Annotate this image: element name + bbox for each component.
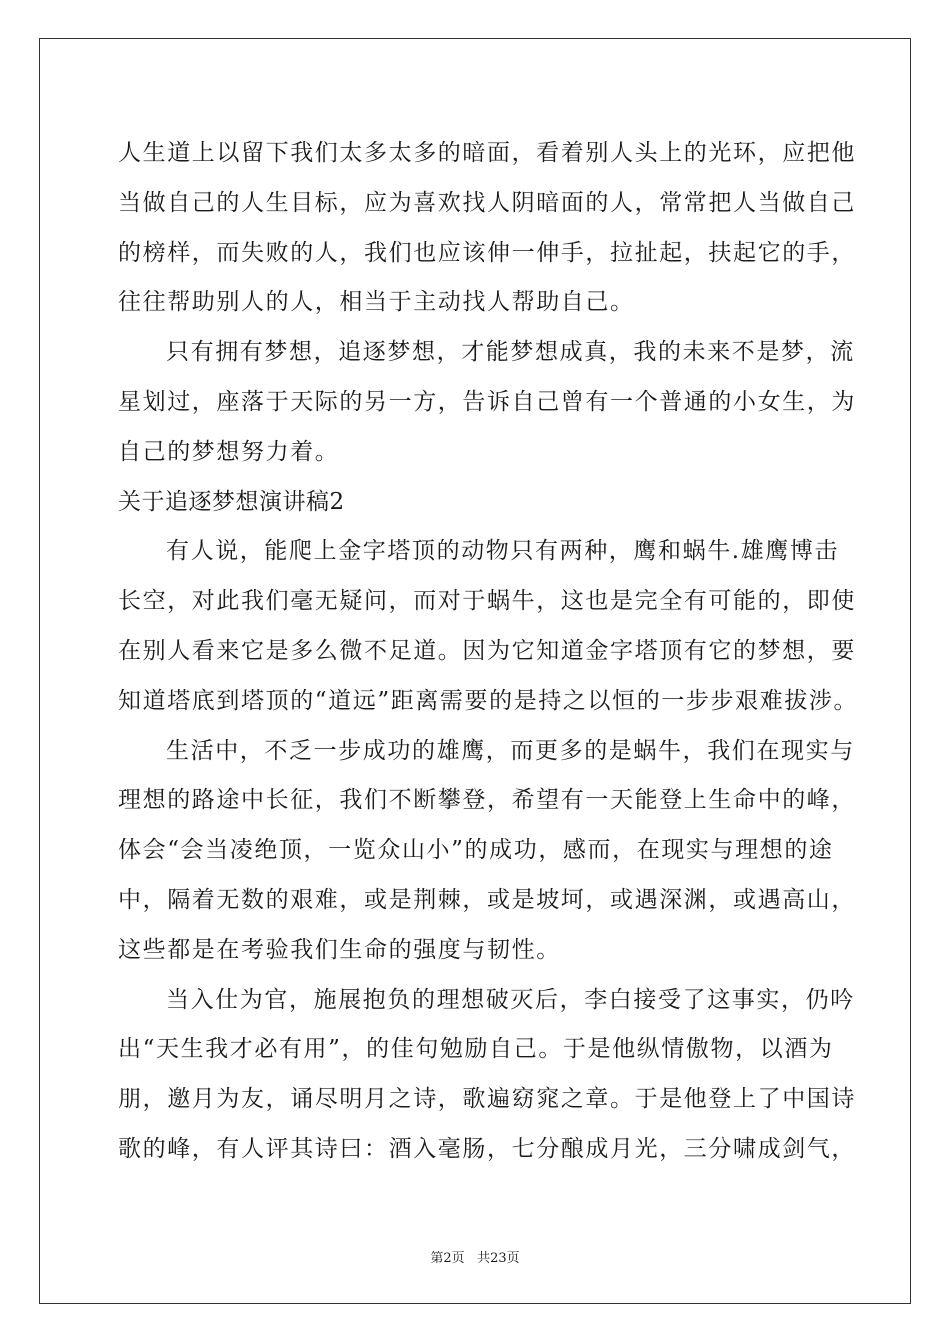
text-line: 当入仕为官，施展抱负的理想破灭后，李白接受了这事实，仍吟 — [166, 986, 855, 1013]
text-line: 长空，对此我们毫无疑问，而对于蜗牛，这也是完全有可能的，即使 — [118, 588, 856, 615]
text-line: 有人说，能爬上金字塔顶的动物只有两种，鹰和蜗牛.雄鹰博击 — [166, 538, 840, 565]
page-number: 第2页 — [430, 1251, 465, 1266]
text-line: 星划过，座落于天际的另一方，告诉自己曾有一个普通的小女生，为 — [118, 388, 856, 415]
page-footer — [0, 1247, 950, 1266]
text-line: 中，隔着无数的艰难，或是荆棘，或是坡坷，或遇深渊，或遇高山， — [118, 886, 856, 913]
text-line: 歌的峰，有人评其诗曰：酒入毫肠，七分酿成月光，三分啸成剑气， — [118, 1135, 856, 1162]
text-line: 朋，邀月为友，诵尽明月之诗，歌遍窈窕之章。于是他登上了中国诗 — [118, 1086, 856, 1113]
text-line: 体会“会当凌绝顶，一览众山小”的成功，感而，在现实与理想的途 — [118, 837, 834, 864]
text-line: 的榜样，而失败的人，我们也应该伸一伸手，拉扯起，扶起它的手， — [118, 239, 856, 266]
text-line: 自己的梦想努力着。 — [118, 438, 340, 465]
text-line: 理想的路途中长征，我们不断攀登，希望有一天能登上生命中的峰， — [118, 787, 856, 814]
text-line: 生活中，不乏一步成功的雄鹰，而更多的是蜗牛，我们在现实与 — [166, 737, 855, 764]
text-line: 这些都是在考验我们生命的强度与韧性。 — [118, 936, 561, 963]
text-line: 人生道上以留下我们太多太多的暗面，看着别人头上的光环，应把他 — [118, 140, 856, 166]
text-line: 当做自己的人生目标，应为喜欢找人阴暗面的人，常常把人当做自己 — [118, 189, 856, 216]
text-line: 出“天生我才必有用”，的佳句勉励自己。于是他纵情傲物，以酒为 — [118, 1036, 834, 1063]
document-body — [118, 129, 859, 1175]
text-line: 在别人看来它是多么微不足道。因为它知道金字塔顶有它的梦想，要 — [118, 637, 856, 664]
text-line: 知道塔底到塔顶的“道远”距离需要的是持之以恒的一步步艰难拔涉。 — [118, 687, 859, 714]
text-line: 只有拥有梦想，追逐梦想，才能梦想成真，我的未来不是梦，流 — [166, 339, 855, 366]
page-total: 共23页 — [477, 1251, 520, 1266]
section-heading: 关于追逐梦想演讲稿2 — [118, 488, 345, 515]
text-line: 往往帮助别人的人，相当于主动找人帮助自己。 — [118, 289, 635, 316]
